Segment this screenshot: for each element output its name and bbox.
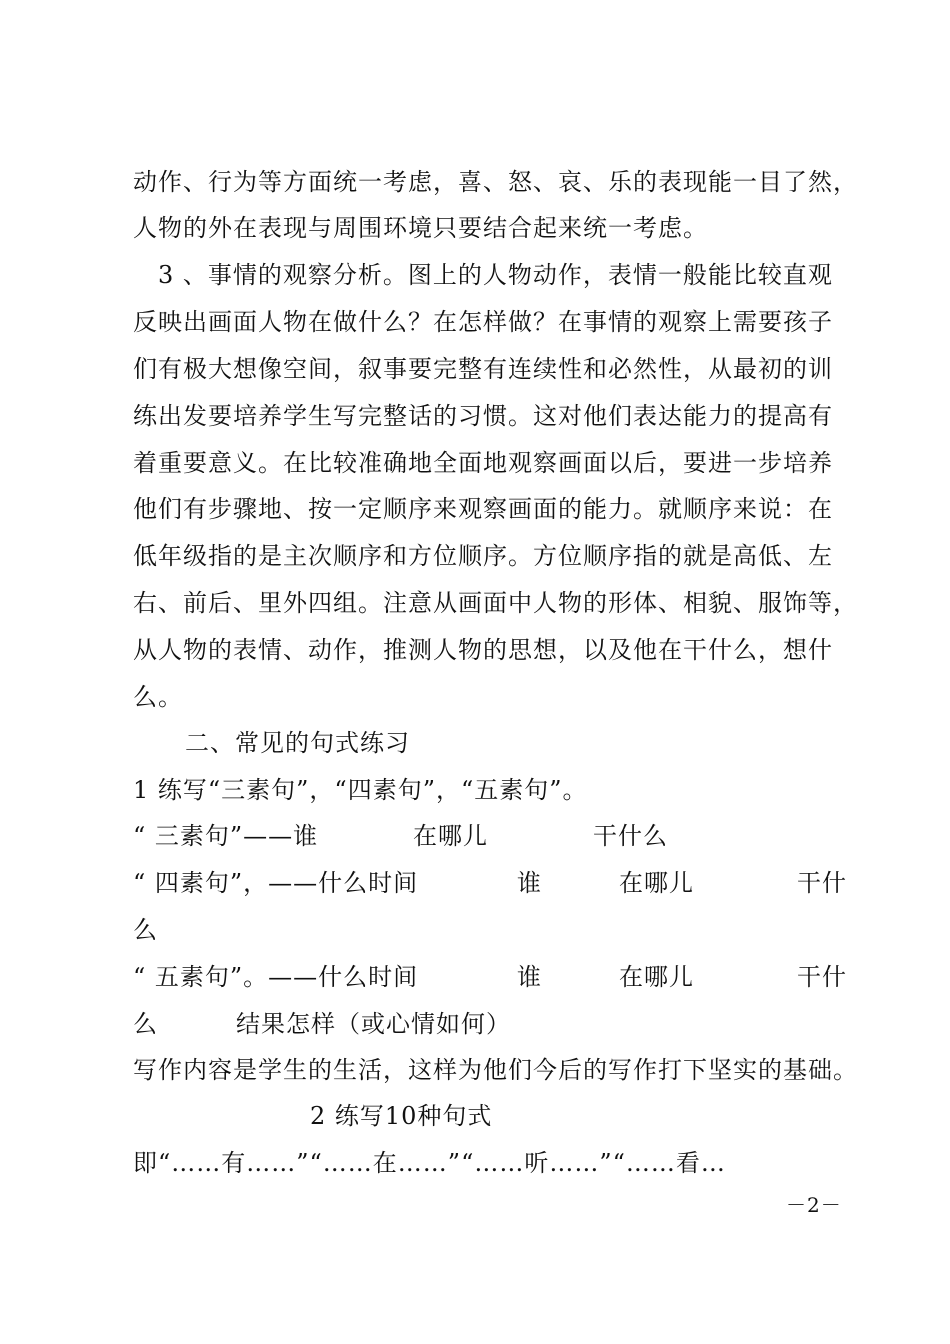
paragraph-line: 低年级指的是主次顺序和方位顺序。方位顺序指的就是高低、左 — [133, 542, 833, 570]
item-2-title: 2 练写10种句式 — [310, 1102, 493, 1130]
paragraph-line: 他们有步骤地、按一定顺序来观察画面的能力。就顺序来说：在 — [133, 495, 833, 523]
three-element-doing: 干什么 — [593, 822, 668, 850]
four-element-who: 谁 — [517, 869, 542, 897]
four-element-where: 在哪儿 — [619, 869, 694, 897]
page-number: －2－ — [786, 1193, 842, 1217]
paragraph-line: 们有极大想像空间，叙事要完整有连续性和必然性，从最初的训 — [133, 355, 833, 383]
paragraph-line: 从人物的表情、动作，推测人物的思想，以及他在干什么，想什 — [133, 636, 833, 664]
five-element-doing: 干什 — [797, 963, 847, 991]
paragraph-line: 练出发要培养学生写完整话的习惯。这对他们表达能力的提高有 — [133, 402, 833, 430]
paragraph-line: 右、前后、里外四组。注意从画面中人物的形体、相貌、服饰等， — [133, 589, 858, 617]
summary-line: 写作内容是学生的生活，这样为他们今后的写作打下坚实的基础。 — [133, 1056, 858, 1084]
paragraph-line: 人物的外在表现与周围环境只要结合起来统一考虑。 — [133, 214, 708, 242]
four-element-label: “ 四素句”，——什么时间 — [133, 869, 419, 897]
three-element-where: 在哪儿 — [413, 822, 488, 850]
paragraph-line: 着重要意义。在比较准确地全面地观察画面以后，要进一步培养 — [133, 449, 833, 477]
paragraph-line: 反映出画面人物在做什么？在怎样做？在事情的观察上需要孩子 — [133, 308, 833, 336]
paragraph-line: 动作、行为等方面统一考虑，喜、怒、哀、乐的表现能一目了然， — [133, 168, 858, 196]
four-element-continuation: 么 — [133, 916, 158, 944]
item-1-title: 1 练写“三素句”，“四素句”，“五素句”。 — [133, 776, 588, 804]
paragraph-line: 么。 — [133, 683, 183, 711]
paragraph-line: 3 、事情的观察分析。图上的人物动作，表情一般能比较直观 — [158, 261, 833, 289]
five-element-label: “ 五素句”。——什么时间 — [133, 963, 419, 991]
three-element-label: “ 三素句”——谁 — [133, 822, 319, 850]
pattern-line: 即“……有……”“……在……”“……听……”“……看… — [133, 1149, 726, 1177]
section-heading: 二、常见的句式练习 — [185, 729, 410, 757]
five-element-result: 结果怎样（或心情如何） — [236, 1010, 511, 1038]
five-element-where: 在哪儿 — [619, 963, 694, 991]
four-element-doing: 干什 — [797, 869, 847, 897]
five-element-who: 谁 — [517, 963, 542, 991]
five-element-doing-end: 么 — [133, 1010, 158, 1038]
